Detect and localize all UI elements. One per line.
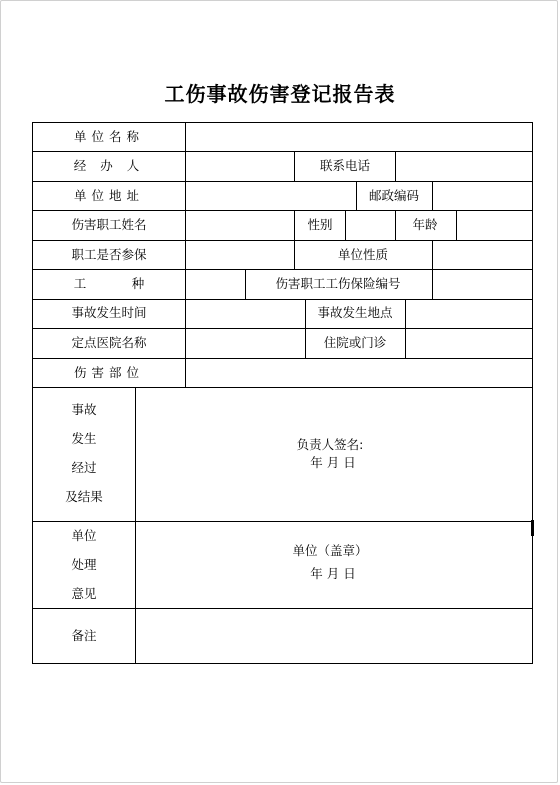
label-insured: 职工是否参保 [71,246,147,262]
label-process-line: 事故 [71,401,97,417]
injury-part-field[interactable] [186,359,532,387]
postal-code-field[interactable] [433,182,532,210]
label-insurance-no: 伤害职工工伤保险编号 [275,275,401,291]
label-process-line: 发生 [71,430,97,446]
job-type-field[interactable] [186,270,245,299]
cursor-marker [531,520,534,536]
gender-field[interactable] [346,211,395,240]
accident-time-field[interactable] [186,300,305,328]
label-accident-place: 事故发生地点 [317,304,393,320]
label-handler: 经 办 人 [73,157,145,173]
table-rule [294,151,295,181]
unit-date: 年 月 日 [310,565,356,581]
table-rule [305,328,306,358]
unit-seal-label: 单位（盖章） [292,542,368,558]
responsible-date: 年 月 日 [310,454,356,470]
label-process-line: 及结果 [65,488,103,504]
label-opinion-line: 单位 [71,527,97,543]
injured-name-field[interactable] [186,211,294,240]
table-rule [294,210,295,240]
label-unit-nature: 单位性质 [337,246,389,262]
label-age: 年龄 [412,216,438,232]
label-gender: 性别 [307,216,333,232]
insured-field[interactable] [186,241,294,269]
inpatient-field[interactable] [406,329,532,358]
label-remarks: 备注 [71,627,97,643]
unit-name-field[interactable] [186,123,532,151]
label-unit-address: 单位地址 [73,187,145,203]
handler-field[interactable] [186,152,294,181]
label-postal-code: 邮政编码 [368,187,420,203]
label-unit-name: 单位名称 [73,128,145,144]
label-job-type-1: 工 [73,275,87,291]
label-inpatient: 住院或门诊 [323,334,387,350]
contact-phone-field[interactable] [396,152,532,181]
label-injury-part: 伤害部位 [73,364,145,380]
label-process-line: 经过 [71,459,97,475]
accident-place-field[interactable] [406,300,532,328]
label-job-type-2: 种 [131,275,145,291]
unit-nature-field[interactable] [433,241,532,269]
process-field[interactable] [136,388,532,433]
unit-address-field[interactable] [186,182,356,210]
age-field[interactable] [457,211,532,240]
label-contact-phone: 联系电话 [319,157,371,173]
table-rule [32,663,533,664]
table-rule [395,210,396,240]
table-rule [305,299,306,328]
remarks-field[interactable] [136,609,532,663]
responsible-signature-label: 负责人签名: [296,436,364,452]
insurance-no-field[interactable] [433,270,532,299]
form-title: 工伤事故伤害登记报告表 [164,82,396,106]
table-rule [532,122,533,664]
label-opinion-line: 处理 [71,556,97,572]
label-injured-name: 伤害职工姓名 [71,216,147,232]
label-accident-time: 事故发生时间 [71,304,147,320]
label-hospital: 定点医院名称 [71,334,147,350]
table-rule [356,181,357,210]
opinion-field[interactable] [136,522,532,542]
hospital-field[interactable] [186,329,305,358]
table-rule [294,240,295,269]
table-rule [32,122,33,664]
label-opinion-line: 意见 [71,585,97,601]
table-rule [245,269,246,299]
